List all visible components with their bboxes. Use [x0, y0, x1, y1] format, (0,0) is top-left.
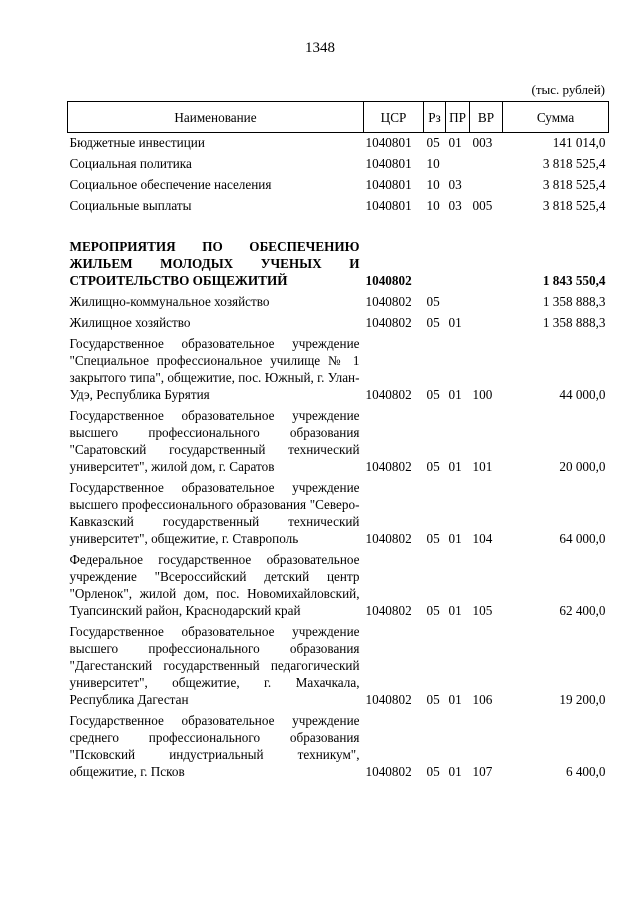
- header-vr: ВР: [470, 102, 503, 133]
- cell-rz: 10: [426, 177, 440, 192]
- cell-sum: 3 818 525,4: [542, 198, 606, 213]
- table-row: [68, 133, 609, 155]
- cell-csr: 1040802: [365, 764, 412, 779]
- cell-pr: 01: [448, 692, 462, 707]
- cell-csr: 1040802: [365, 459, 412, 474]
- budget-table: [67, 101, 609, 783]
- cell-sum: 6 400,0: [565, 764, 606, 779]
- cell-rz: 05: [426, 459, 440, 474]
- cell-pr: 01: [448, 135, 462, 150]
- cell-csr: 1040802: [365, 315, 412, 330]
- cell-sum: 64 000,0: [559, 531, 606, 546]
- cell-csr: 1040802: [365, 603, 412, 618]
- cell-csr: 1040802: [365, 273, 412, 288]
- header-rz: Рз: [424, 102, 446, 133]
- cell-name: Социальная политика: [69, 156, 192, 171]
- table-row: [68, 154, 609, 175]
- cell-csr: 1040801: [365, 198, 412, 213]
- cell-name: Жилищно-коммунальное хозяйство: [69, 294, 270, 309]
- header-name: Наименование: [68, 102, 364, 133]
- cell-sum: 3 818 525,4: [542, 156, 606, 171]
- table-row: [68, 334, 609, 406]
- cell-sum: 3 818 525,4: [542, 177, 606, 192]
- cell-vr: [470, 175, 503, 196]
- cell-vr: 104: [472, 531, 493, 546]
- table-row: [68, 406, 609, 478]
- table-row: [68, 175, 609, 196]
- cell-rz: 05: [426, 387, 440, 402]
- cell-name: МЕРОПРИЯТИЯ ПО ОБЕСПЕЧЕНИЮ ЖИЛЬЕМ МОЛОДЫХ УЧЕНЫХ И СТРОИТЕЛЬСТВО ОБЩЕЖИТИЙ: [69, 239, 360, 288]
- page-number: 1348: [305, 40, 335, 56]
- cell-vr: [470, 237, 503, 292]
- header-csr: ЦСР: [364, 102, 424, 133]
- cell-pr: [446, 154, 470, 175]
- cell-csr: 1040801: [365, 135, 412, 150]
- cell-name: Федеральное государственное образовательное учреждение "Всероссийский детский центр "Орленок", жилой дом, пос. Новомихайловский, Туапсинский район, Краснодарский край: [69, 552, 360, 618]
- cell-sum: 1 843 550,4: [542, 273, 606, 288]
- cell-sum: 1 358 888,3: [542, 294, 606, 309]
- units-label: (тыс. рублей): [531, 82, 605, 97]
- cell-sum: 62 400,0: [559, 603, 606, 618]
- cell-csr: 1040802: [365, 692, 412, 707]
- cell-name: Государственное образовательное учреждение "Специальное профессиональное училище № 1 закрытого типа", общежитие, пос. Южный, г. Улан-Удэ, Республика Бурятия: [69, 336, 360, 402]
- cell-name: Государственное образовательное учреждение высшего профессионального образования "Дагестанский государственный педагогический университет", общежитие, г. Махачкала, Республика Дагестан: [69, 624, 360, 707]
- cell-pr: 01: [448, 315, 462, 330]
- cell-sum: 1 358 888,3: [542, 315, 606, 330]
- cell-pr: 01: [448, 387, 462, 402]
- cell-sum: 44 000,0: [559, 387, 606, 402]
- cell-vr: [470, 154, 503, 175]
- cell-csr: 1040801: [365, 156, 412, 171]
- section-row: [68, 237, 609, 292]
- table-row: [68, 292, 609, 313]
- cell-vr: 005: [472, 198, 493, 213]
- cell-rz: 10: [426, 156, 440, 171]
- cell-pr: 01: [448, 459, 462, 474]
- cell-name: Государственное образовательное учреждение высшего профессионального образования "Саратовский государственный технический университет", жилой дом, г. Саратов: [69, 408, 360, 474]
- header-sum: Сумма: [503, 102, 609, 133]
- cell-rz: 05: [426, 764, 440, 779]
- cell-rz: 10: [426, 198, 440, 213]
- cell-csr: 1040802: [365, 387, 412, 402]
- cell-vr: 003: [472, 135, 493, 150]
- cell-sum: 19 200,0: [559, 692, 606, 707]
- cell-csr: 1040802: [365, 294, 412, 309]
- cell-vr: 107: [472, 764, 493, 779]
- cell-pr: 01: [448, 603, 462, 618]
- cell-rz: 05: [426, 315, 440, 330]
- section-spacer: [68, 217, 609, 237]
- cell-rz: [424, 237, 446, 292]
- cell-rz: 05: [426, 135, 440, 150]
- table-row: [68, 313, 609, 334]
- cell-pr: 01: [448, 764, 462, 779]
- cell-sum: 20 000,0: [559, 459, 606, 474]
- cell-name: Жилищное хозяйство: [69, 315, 191, 330]
- cell-csr: 1040801: [365, 177, 412, 192]
- cell-rz: 05: [426, 692, 440, 707]
- header-pr: ПР: [446, 102, 470, 133]
- cell-name: Социальное обеспечение населения: [69, 177, 272, 192]
- cell-vr: 106: [472, 692, 493, 707]
- table-row: [68, 622, 609, 711]
- table-header: [68, 102, 609, 133]
- cell-vr: [470, 292, 503, 313]
- cell-name: Государственное образовательное учреждение среднего профессионального образования "Псковский индустриальный техникум", общежитие, г. Псков: [69, 713, 360, 779]
- cell-pr: 03: [448, 177, 462, 192]
- cell-name: Бюджетные инвестиции: [69, 135, 205, 150]
- cell-vr: 101: [472, 459, 493, 474]
- cell-name: Государственное образовательное учреждение высшего профессионального образования "Северо-Кавказский государственный технический университет", общежитие, г. Ставрополь: [69, 480, 360, 546]
- table-row: [68, 478, 609, 550]
- cell-vr: [470, 313, 503, 334]
- cell-pr: [446, 237, 470, 292]
- cell-name: Социальные выплаты: [69, 198, 192, 213]
- table-body: [68, 133, 609, 784]
- cell-pr: 01: [448, 531, 462, 546]
- cell-vr: 105: [472, 603, 493, 618]
- table-row: [68, 196, 609, 217]
- cell-rz: 05: [426, 531, 440, 546]
- cell-sum: 141 014,0: [552, 135, 606, 150]
- cell-pr: 03: [448, 198, 462, 213]
- cell-pr: [446, 292, 470, 313]
- cell-vr: 100: [472, 387, 493, 402]
- cell-rz: 05: [426, 294, 440, 309]
- cell-rz: 05: [426, 603, 440, 618]
- table-row: [68, 711, 609, 783]
- table-row: [68, 550, 609, 622]
- cell-csr: 1040802: [365, 531, 412, 546]
